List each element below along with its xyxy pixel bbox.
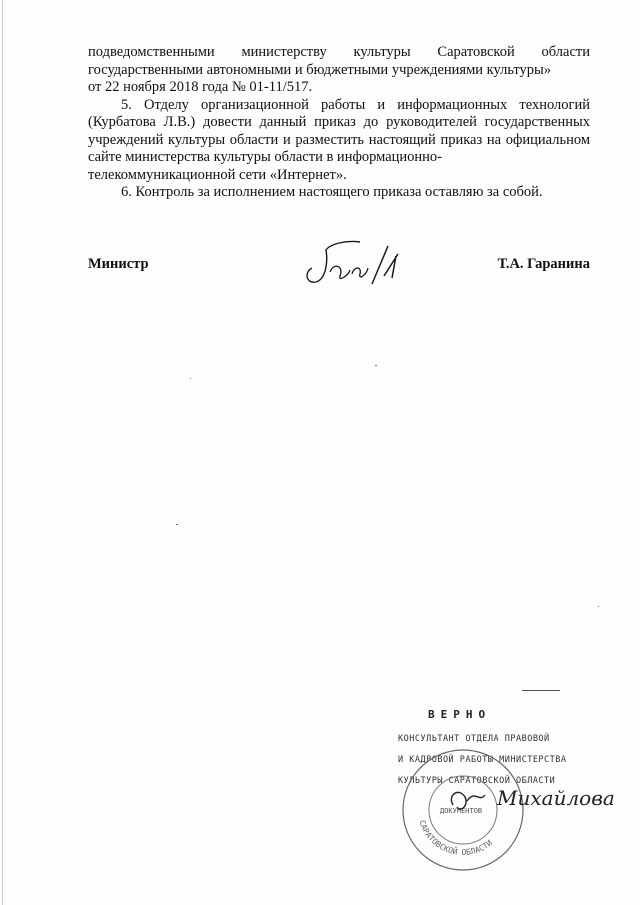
text-line: от 22 ноября 2018 года № 01-11/517. — [88, 79, 313, 95]
seal-center-text: ДОКУМЕНТОВ — [440, 807, 483, 815]
text-line: 5. Отделу организационной работы и информационных технологий — [121, 96, 590, 113]
text-line: подведомственными министерству культуры Саратовской области — [88, 44, 590, 60]
scan-speck — [176, 524, 178, 525]
scan-speck — [598, 606, 599, 607]
certification-line-3: КУЛЬТУРЫ САРАТОВСКОЙ ОБЛАСТИ — [398, 776, 556, 786]
text-line: 6. Контроль за исполнением настоящего приказа оставляю за собой. — [121, 184, 543, 200]
certifier-signature — [445, 775, 615, 825]
signatory-role: Министр — [88, 256, 149, 272]
text-line: учреждений культуры области и разместить настоящий приказ — [88, 131, 483, 148]
stamp-top-rule — [522, 690, 560, 691]
paragraph-item-5 — [88, 97, 590, 167]
scan-speck — [190, 378, 191, 379]
paragraph-continuation — [88, 44, 590, 79]
certifier-signature-text: Михайлова — [497, 786, 615, 810]
scan-edge-line — [2, 0, 3, 905]
document-body — [88, 44, 590, 202]
certification-title: ВЕРНО — [428, 708, 492, 721]
text-line: на официальном сайте министерства культуры области в информационно- — [88, 131, 590, 165]
signatory-name: Т.А. Гаранина — [497, 256, 590, 272]
text-line: государственными автономными и бюджетными учреждениями культуры» — [88, 61, 552, 78]
paragraph-continuation-end — [88, 79, 590, 97]
paragraph-item-5-end — [88, 167, 590, 185]
scan-speck — [375, 365, 377, 366]
text-line: (Курбатова Л.В.) довести данный приказ до руководителей государственных — [88, 114, 590, 130]
certification-line-1: КОНСУЛЬТАНТ ОТДЕЛА ПРАВОВОЙ — [398, 734, 550, 744]
certification-line-2: И КАДРОВОЙ РАБОТЫ МИНИСТЕРСТВА — [398, 755, 567, 765]
seal-ring-text: САРАТОВСКОЙ ОБЛАСТИ — [417, 819, 495, 858]
paragraph-item-6 — [88, 184, 590, 202]
text-line: телекоммуникационной сети «Интернет». — [88, 166, 347, 183]
handwritten-signature — [300, 232, 410, 292]
